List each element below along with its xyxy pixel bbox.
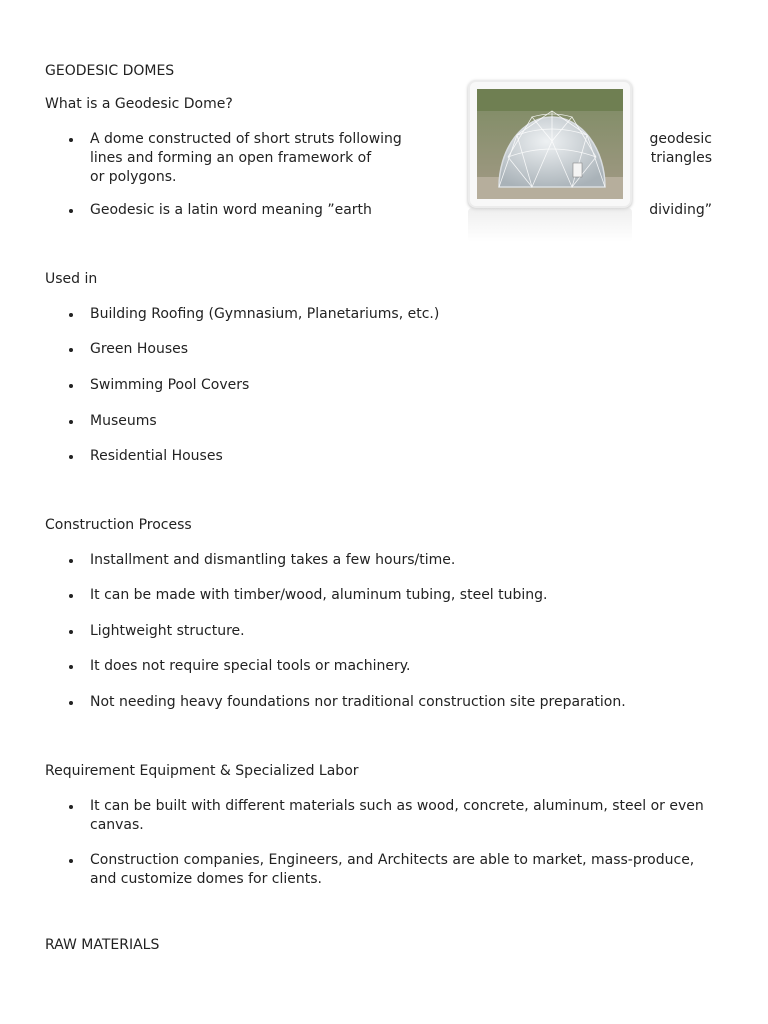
list-item: Lightweight structure.	[90, 622, 712, 641]
photo-reflection	[468, 208, 632, 242]
list-item: It can be built with different materials such as wood, concrete, aluminum, steel or even canvas.	[90, 797, 712, 835]
list-item: Residential Houses	[90, 447, 712, 466]
etymology-left: Geodesic is a latin word meaning ”earth	[90, 202, 372, 218]
heading-used-in: Used in	[45, 271, 98, 287]
definition-line3: or polygons.	[90, 169, 177, 185]
definition-line2-left: lines and forming an open framework of	[90, 150, 372, 166]
definition-line2-right: triangles	[650, 150, 712, 166]
list-item: Building Roofing (Gymnasium, Planetariums, etc.)	[90, 305, 712, 324]
heading-what-is: What is a Geodesic Dome?	[45, 96, 233, 112]
definition-line1-right: geodesic	[649, 131, 712, 147]
dome-photo	[468, 80, 632, 245]
list-item: Green Houses	[90, 340, 712, 359]
list-item: Museums	[90, 412, 712, 431]
etymology-right: dividing”	[649, 202, 712, 218]
list-item: Swimming Pool Covers	[90, 376, 712, 395]
list-item: It does not require special tools or machinery.	[90, 657, 712, 676]
heading-raw-materials: RAW MATERIALS	[45, 937, 160, 953]
geodesic-dome-photo-icon	[477, 89, 623, 199]
list-item: Construction companies, Engineers, and Architects are able to market, mass-produce, and customize domes for clients.	[90, 851, 712, 889]
heading-construction: Construction Process	[45, 517, 192, 533]
list-item: It can be made with timber/wood, aluminum tubing, steel tubing.	[90, 586, 712, 605]
document-title: GEODESIC DOMES	[45, 63, 175, 79]
definition-line1-left: A dome constructed of short struts following	[90, 131, 402, 147]
list-item: Installment and dismantling takes a few hours/time.	[90, 551, 712, 570]
list-item: Not needing heavy foundations nor traditional construction site preparation.	[90, 693, 712, 712]
heading-requirement: Requirement Equipment & Specialized Labor	[45, 763, 359, 779]
photo-frame	[468, 80, 632, 208]
